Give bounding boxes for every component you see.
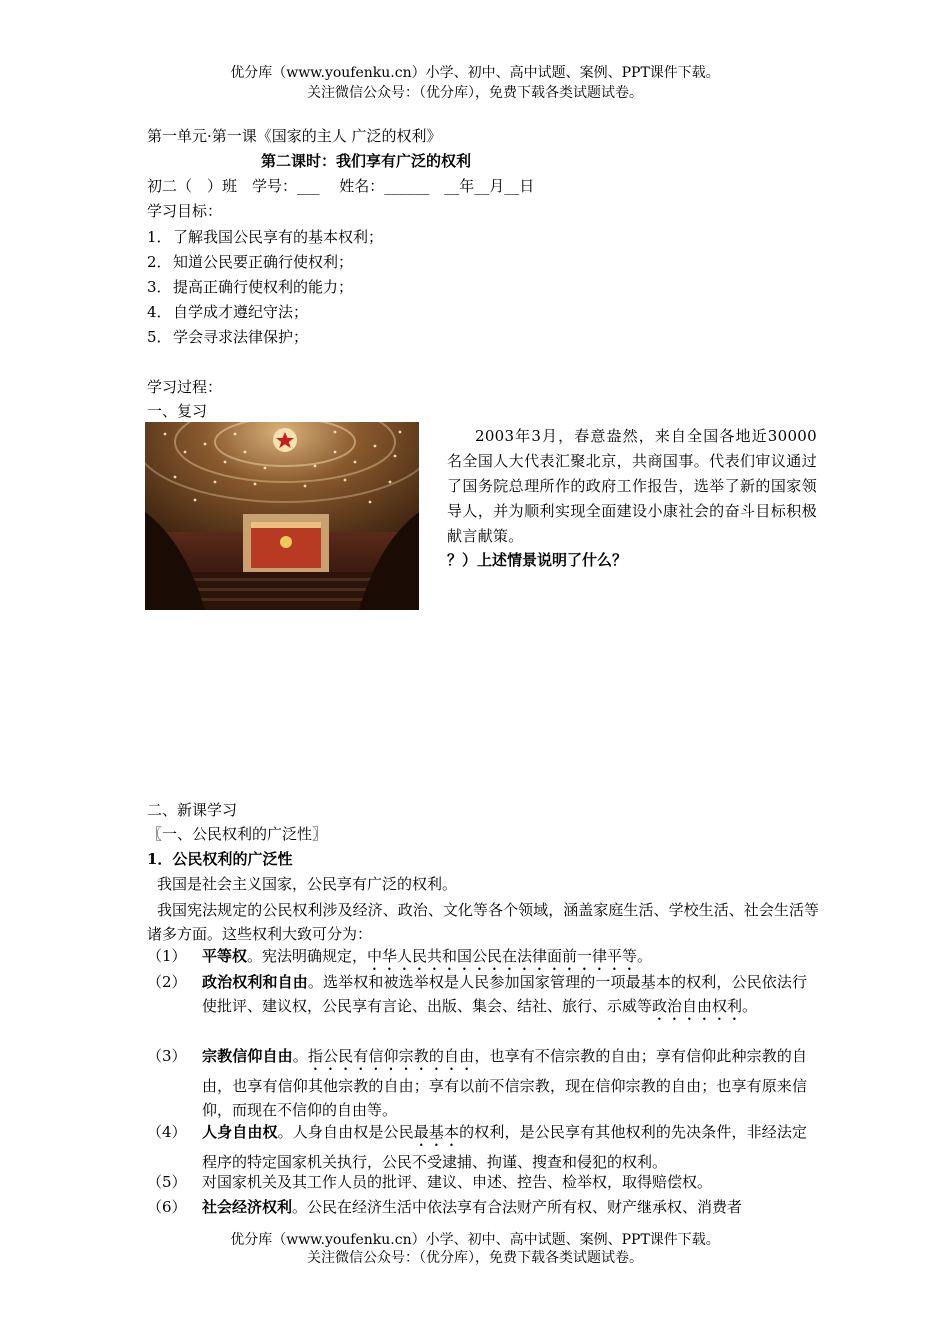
review-question: ？）上述情景说明了什么？ (447, 551, 628, 569)
right-text: 。人身自由权是公民 (277, 1123, 414, 1141)
goal-item: 知道公民要正确行使权利； (173, 253, 354, 271)
student-info-line: 初二（ ）班 学号：___ 姓名：______ __年__月__日 (147, 177, 535, 195)
right-title: 宗教信仰自由 (202, 1047, 293, 1065)
right-number: （3） (147, 1047, 187, 1065)
goal-number: 4． (147, 303, 172, 321)
right-text-end: 。 (742, 997, 758, 1015)
lesson-title: 第二课时：我们享有广泛的权利 (261, 152, 472, 170)
right-text: 。选举权和被选举权是人民参加国家管理的一项最基本的权利，公民依法行使批评、建议权，公民享有言论、出版、集会、结社、旅行、示威等 (202, 973, 807, 1015)
right-number: （2） (147, 973, 187, 991)
intro-paragraph-1: 我国是社会主义国家，公民享有广泛的权利。 (157, 875, 458, 893)
review-paragraph: 2003年3月，春意盎然，来自全国各地近30000名全国人大代表汇聚北京，共商国事。代表们审议通过了国务院总理所作的政府工作报告，选举了新的国家领导人，并为顺利实现全面建设小康社会的奋斗目标积极献言献策。 (447, 427, 817, 545)
right-title: 政治权利和自由 (202, 973, 308, 991)
right-item (202, 1195, 807, 1219)
goal-item: 学会寻求法律保护； (173, 328, 309, 346)
right-number: （1） (147, 947, 187, 965)
great-hall-photo (145, 422, 419, 610)
right-item (202, 1044, 807, 1122)
right-title: 社会经济权利 (202, 1198, 293, 1216)
right-item (202, 1170, 807, 1194)
right-item (202, 970, 807, 1024)
right-text-end: 。 (637, 947, 653, 965)
right-text: 。公民在经济生活中依法享有合法财产所有权、财产继承权、消费者 (292, 1198, 743, 1216)
right-emphasis: 最基本 (413, 1123, 460, 1141)
goal-item: 了解我国公民享有的基本权利； (173, 228, 384, 246)
right-text: 对国家机关及其工作人员的批评、建议、申述、控告、检举权，取得赔偿权。 (202, 1173, 713, 1191)
right-emphasis: 指公民有信仰宗教的自由 (307, 1047, 475, 1065)
right-emphasis: 政治自由权利 (652, 997, 743, 1015)
footer-line-1: 优分库（www.youfenku.cn）小学、初中、高中试题、案例、PPT课件下载。 (230, 1232, 720, 1248)
goal-number: 3． (147, 278, 172, 296)
right-text-end: 的权利，是公民享有其他权利的先决条件，非经法定程序的特定国家机关执行，公民不受逮捕、拘谨、搜查和侵犯的权利。 (202, 1123, 807, 1171)
right-item (202, 1120, 807, 1174)
intro-paragraph-2: 我国宪法规定的公民权利涉及经济、政治、文化等各个领域，涵盖家庭生活、学校生活、社会生活等诸多方面。这些权利大致可分为： (147, 901, 819, 943)
goal-number: 1． (147, 228, 172, 246)
goal-item: 自学成才遵纪守法； (173, 303, 309, 321)
review-heading: 一、复习 (147, 402, 208, 420)
goal-item: 提高正确行使权利的能力； (173, 278, 354, 296)
goal-number: 5． (147, 328, 172, 346)
right-text: 。 (292, 1047, 308, 1065)
new-lesson-heading: 二、新课学习 (147, 801, 238, 819)
right-text-end: ，也享有不信宗教的自由；享有信仰此种宗教的自由，也享有信仰其他宗教的自由；享有以前不信宗教，现在信仰宗教的自由；也享有原来信仰，而现在不信仰的自由等。 (202, 1047, 807, 1119)
point-title: 1．公民权利的广泛性 (147, 850, 293, 868)
great-hall-illustration (145, 422, 419, 610)
right-number: （5） (147, 1173, 187, 1191)
right-title: 人身自由权 (202, 1123, 278, 1141)
goal-number: 2． (147, 253, 172, 271)
header-line-1: 优分库（www.youfenku.cn）小学、初中、高中试题、案例、PPT课件下载。 (230, 65, 720, 81)
right-text: 。宪法明确规定， (247, 947, 368, 965)
right-title: 平等权 (202, 947, 248, 965)
section-heading: 〖一、公民权利的广泛性〗 (147, 825, 328, 843)
right-number: （6） (147, 1198, 187, 1216)
right-number: （4） (147, 1123, 187, 1141)
process-heading: 学习过程： (147, 378, 223, 396)
footer-line-2: 关注微信公众号：（优分库），免费下载各类试题试卷。 (307, 1250, 643, 1266)
goals-heading: 学习目标： (147, 202, 223, 220)
unit-title: 第一单元·第一课《国家的主人 广泛的权利》 (147, 127, 442, 145)
header-line-2: 关注微信公众号：（优分库），免费下载各类试题试卷。 (307, 85, 643, 101)
right-emphasis: 中华人民共和国公民在法律面前一律平等 (367, 947, 638, 965)
